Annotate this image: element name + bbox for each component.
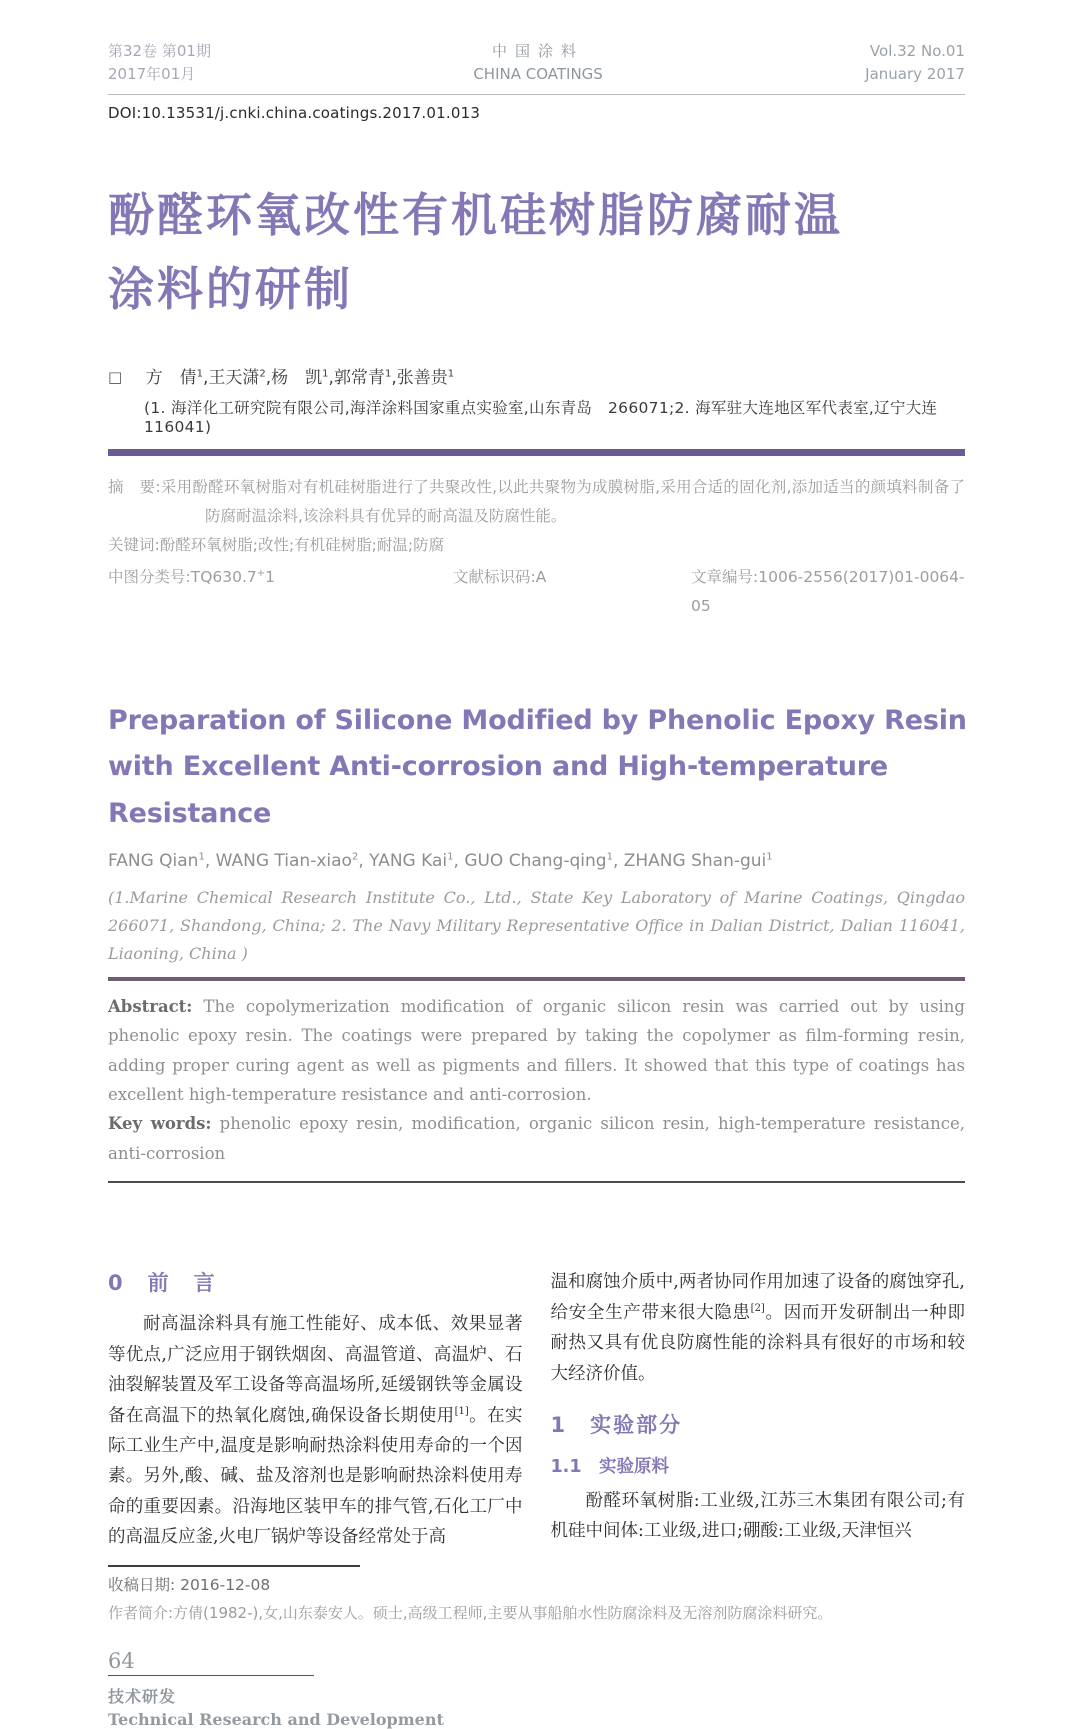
affiliation-en: (1.Marine Chemical Research Institute Co., Ltd., State Key Laboratory of Marine Coatings, Qingdao 266071, Shandong, China; 2. The Navy Military Representative Office in Dalian District, Dalian 116041, Liaoning, China ) (108, 888, 965, 964)
author-en-sep: , (204, 851, 216, 872)
abstract-en-block (108, 992, 965, 1168)
doc-code-value: A (535, 567, 547, 586)
author-cn-sup: 1 (384, 367, 392, 379)
author-en (369, 851, 464, 871)
masthead-issue-cn (108, 40, 211, 87)
clc-label: 中图分类号: (108, 567, 191, 586)
article-meta-row (108, 563, 965, 622)
citation-ref-2: [2] (750, 1302, 765, 1314)
author-cn-name: 张善贵 (396, 367, 448, 388)
author-cn-sup: 2 (259, 367, 266, 379)
author-en-sup: 1 (766, 851, 773, 863)
abstract-en-label: Abstract: (108, 997, 193, 1017)
doi-line: DOI:10.13531/j.cnki.china.coatings.2017.01.013 (108, 103, 481, 122)
author-cn (334, 368, 397, 388)
author-cn-sep: , (202, 367, 209, 388)
title-divider-bar (108, 449, 965, 456)
clc-number (108, 563, 453, 622)
authors-cn (108, 363, 965, 388)
section-heading-0: 0 前 言 (108, 1271, 217, 1296)
abstract-divider-bar (108, 977, 965, 981)
paragraph-text: 。因而开发研制出一种即耐热又具有优良防腐性能的涂料具有很好的市场和较大经济价值。 (550, 1302, 966, 1384)
article-id-label: 文章编号: (691, 567, 759, 586)
author-cn-sep: , (265, 367, 272, 388)
abstract-cn-block (108, 473, 965, 622)
column-name-en: Technical Research and Development (108, 1709, 444, 1729)
article-title-cn-line2: 涂料的研制 (108, 262, 353, 317)
article-id (691, 563, 965, 622)
author-marker-box: □ (108, 367, 123, 386)
article-title-en-line1: Preparation of Silicone Modified by Phenolic Epoxy Resin (108, 704, 967, 736)
article-title-en (108, 698, 965, 837)
masthead-issue-en (865, 40, 965, 87)
received-date-value: 2016-12-08 (175, 1575, 271, 1594)
body-column-left (108, 1267, 523, 1553)
author-cn-sep: , (328, 367, 334, 388)
page-number: 64 (108, 1648, 135, 1673)
issue-volume-cn: 第32卷 第01期 (108, 42, 211, 60)
author-cn-name: 郭常青 (333, 367, 385, 388)
keywords-cn (108, 531, 965, 560)
keywords-cn-label: 关键词: (108, 536, 160, 555)
author-cn-sup: 1 (196, 367, 203, 379)
author-cn-sep: , (391, 367, 397, 388)
author-en (108, 851, 216, 871)
author-en (624, 851, 773, 871)
keywords-en-label: Key words: (108, 1114, 212, 1134)
paragraph-text: 耐高温涂料具有施工性能好、成本低、效果显著等优点,广泛应用于钢铁烟囱、高温管道、高温炉、石油裂解装置及军工设备等高温场所,延缓钢铁等金属设备在高温下的热氧化腐蚀,确保设备长期使用 (108, 1314, 523, 1426)
author-cn-sup: 1 (322, 367, 329, 379)
page-footer (108, 1649, 965, 1729)
author-bio: 作者简介:方倩(1982-),女,山东泰安人。硕士,高级工程师,主要从事船舶水性防腐涂料及无溶剂防腐涂料研究。 (108, 1603, 833, 1622)
body-column-right (551, 1267, 966, 1553)
issue-date-en: January 2017 (865, 65, 965, 84)
author-en-name: YANG Kai (369, 851, 448, 872)
section-heading-1: 1 实验部分 (550, 1412, 683, 1437)
footnote-rule (108, 1565, 360, 1567)
journal-name-en: CHINA COATINGS (473, 65, 603, 84)
author-en-name: ZHANG Shan-gui (623, 851, 767, 872)
author-en-sup: 1 (447, 851, 454, 863)
author-en-sup: 1 (606, 851, 613, 863)
body-paragraph-1 (108, 1309, 523, 1553)
author-cn-name: 王天潇 (208, 367, 260, 388)
author-en-name: FANG Qian (108, 851, 199, 872)
paragraph-text: 温和腐蚀介质中,两者协同作用加速了设备的腐蚀穿孔,给安全生产带来很大隐患 (550, 1272, 965, 1323)
paragraph-text: 。在实际工业生产中,温度是影响耐热涂料使用寿命的一个因素。另外,酸、碱、盐及溶剂也是影响耐热涂料使用寿命的重要因素。沿海地区装甲车的排气管,石化工厂中的高温反应釜,火电厂锅炉等设备经常处于高 (108, 1405, 523, 1548)
clc-tail: 1 (265, 567, 276, 586)
abstract-en (108, 992, 965, 1109)
authors-en (108, 851, 965, 871)
issue-date-cn: 2017年01月 (108, 65, 196, 84)
author-cn-name: 方 倩 (145, 367, 197, 388)
article-title-cn (108, 178, 965, 327)
author-cn (208, 368, 271, 388)
abstract-en-text: The copolymerization modification of organic silicon resin was carried out by using phenolic epoxy resin. The coatings were prepared by taking the copolymer as film-forming resin, adding proper curing agent as well as pigments and fillers. It showed that this type of coatings has excellent high-temperature resistance and anti-corrosion. (108, 997, 965, 1105)
author-cn (146, 368, 209, 388)
author-cn-sup: 1 (447, 367, 455, 379)
received-date-label: 收稿日期: (108, 1575, 176, 1594)
author-en-sup: 1 (198, 851, 205, 863)
section-heading-1-1: 1.1 实验原料 (550, 1456, 670, 1477)
clc-value: TQ630.7 (190, 567, 257, 586)
journal-name-cn: 中国涂料 (492, 42, 585, 60)
citation-ref-1: [1] (454, 1405, 469, 1417)
body-paragraph-3: 酚醛环氧树脂:工业级,江苏三木集团有限公司;有机硅中间体:工业级,进口;硼酸:工业级,天津恒兴 (550, 1490, 965, 1542)
article-body (108, 1267, 965, 1553)
keywords-cn-text: 酚醛环氧树脂;改性;有机硅树脂;耐温;防腐 (159, 536, 445, 555)
body-paragraph-2 (551, 1267, 966, 1389)
footer-rule (108, 1675, 314, 1676)
column-name-cn: 技术研发 (108, 1686, 177, 1706)
article-title-en-line3: Resistance (108, 797, 272, 829)
author-en-sup: 2 (351, 851, 359, 863)
doc-code-label: 文献标识码: (453, 567, 536, 586)
author-en-sep: , (453, 851, 465, 872)
article-title-cn-line1: 酚醛环氧改性有机硅树脂防腐耐温 (108, 187, 843, 242)
clc-sup: + (256, 567, 266, 579)
masthead-journal-name (473, 40, 603, 87)
author-en (216, 851, 370, 871)
abstract-cn (108, 473, 965, 532)
doc-code (453, 563, 691, 622)
abstract-cn-label: 摘 要: (108, 477, 161, 496)
footnote-block (108, 1565, 965, 1623)
author-en-name: GUO Chang-qing (464, 851, 607, 872)
article-id-value: 1006-2556(2017)01-0064-05 (691, 567, 965, 616)
author-en-name: WANG Tian-xiao (215, 851, 352, 872)
author-en (464, 851, 623, 871)
author-cn (397, 368, 454, 388)
body-divider-rule (108, 1181, 965, 1183)
author-en-sep: , (612, 851, 624, 872)
author-cn (271, 368, 334, 388)
affiliation-cn: (1. 海洋化工研究院有限公司,海洋涂料国家重点实验室,山东青岛 266071;2. 海军驻大连地区军代表室,辽宁大连 116041) (144, 398, 954, 436)
masthead (108, 40, 965, 95)
keywords-en-text: phenolic epoxy resin, modification, organic silicon resin, high-temperature resistance, anti-corrosion (108, 1114, 965, 1163)
abstract-cn-text: 采用酚醛环氧树脂对有机硅树脂进行了共聚改性,以此共聚物为成膜树脂,采用合适的固化剂,添加适当的颜填料制备了防腐耐温涂料,该涂料具有优异的耐高温及防腐性能。 (160, 477, 965, 525)
issue-volume-en: Vol.32 No.01 (869, 42, 965, 60)
author-en-sep: , (358, 851, 370, 872)
article-title-en-line2: with Excellent Anti-corrosion and High-temperature (108, 751, 889, 783)
keywords-en (108, 1109, 965, 1168)
author-cn-name: 杨 凯 (271, 367, 323, 388)
received-date (108, 1573, 965, 1595)
